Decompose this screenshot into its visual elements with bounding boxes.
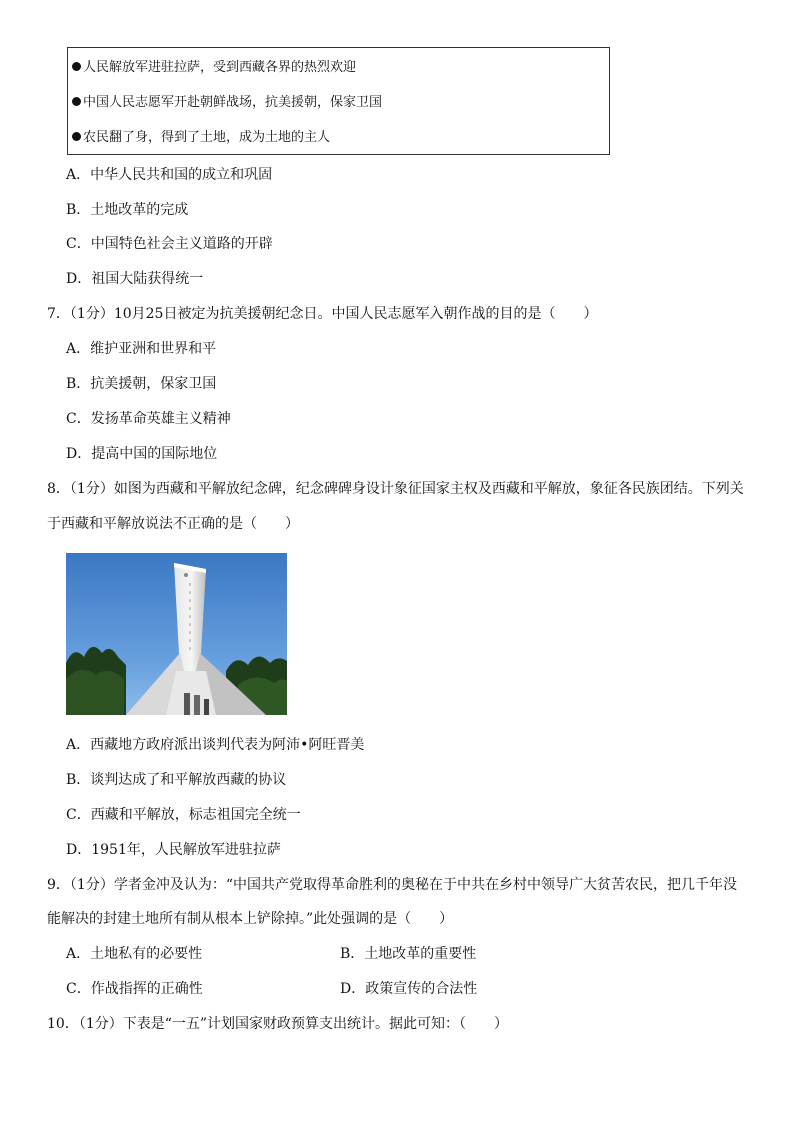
source-line: 农民翻了身，得到了土地，成为土地的主人 <box>72 129 330 147</box>
q9-option-d[interactable]: D．政策宣传的合法性 <box>340 981 478 997</box>
q8-option-a[interactable]: A．西藏地方政府派出谈判代表为阿沛•阿旺晋美 <box>66 737 365 753</box>
q8-option-c[interactable]: C．西藏和平解放，标志祖国完全统一 <box>66 807 301 823</box>
q8-stem-cont: 于西藏和平解放说法不正确的是（ ） <box>47 516 299 532</box>
source-box <box>67 47 610 155</box>
q8-option-d[interactable]: D．1951年，人民解放军进驻拉萨 <box>66 842 281 858</box>
q7-option-b[interactable]: B．抗美援朝，保家卫国 <box>66 376 217 392</box>
q7-option-d[interactable]: D．提高中国的国际地位 <box>66 446 218 462</box>
q9-option-b[interactable]: B．土地改革的重要性 <box>340 946 477 962</box>
q9-option-a[interactable]: A．土地私有的必要性 <box>66 946 203 962</box>
q9-option-c[interactable]: C．作战指挥的正确性 <box>66 981 203 997</box>
bullet-icon <box>72 97 81 106</box>
q6-option-a[interactable]: A．中华人民共和国的成立和巩固 <box>66 167 273 183</box>
source-line: 中国人民志愿军开赴朝鲜战场，抗美援朝，保家卫国 <box>72 94 382 112</box>
source-line: 人民解放军进驻拉萨，受到西藏各界的热烈欢迎 <box>72 59 356 77</box>
q6-option-d[interactable]: D．祖国大陆获得统一 <box>66 271 204 287</box>
q6-option-c[interactable]: C．中国特色社会主义道路的开辟 <box>66 236 273 252</box>
q8-option-b[interactable]: B．谈判达成了和平解放西藏的协议 <box>66 772 287 788</box>
q7-option-c[interactable]: C．发扬革命英雄主义精神 <box>66 411 231 427</box>
q7-option-a[interactable]: A．维护亚洲和世界和平 <box>66 341 217 357</box>
q9-stem-cont: 能解决的封建土地所有制从根本上铲除掉。”此处强调的是（ ） <box>47 911 454 927</box>
q9-stem: 9．（1分）学者金冲及认为：“中国共产党取得革命胜利的奥秘在于中共在乡村中领导广大贫苦农民，把几千年没 <box>47 877 737 893</box>
bullet-icon <box>72 132 81 141</box>
q10-stem: 10．（1分）下表是“一五”计划国家财政预算支出统计。据此可知：（ ） <box>47 1016 509 1032</box>
q8-stem: 8．（1分）如图为西藏和平解放纪念碑，纪念碑碑身设计象征国家主权及西藏和平解放，象征各民族团结。下列关 <box>47 481 744 497</box>
monument-photo <box>66 553 287 715</box>
q7-stem: 7．（1分）10月25日被定为抗美援朝纪念日。中国人民志愿军入朝作战的目的是（ ） <box>47 306 598 322</box>
q6-option-b[interactable]: B．土地改革的完成 <box>66 202 189 218</box>
bullet-icon <box>72 62 81 71</box>
